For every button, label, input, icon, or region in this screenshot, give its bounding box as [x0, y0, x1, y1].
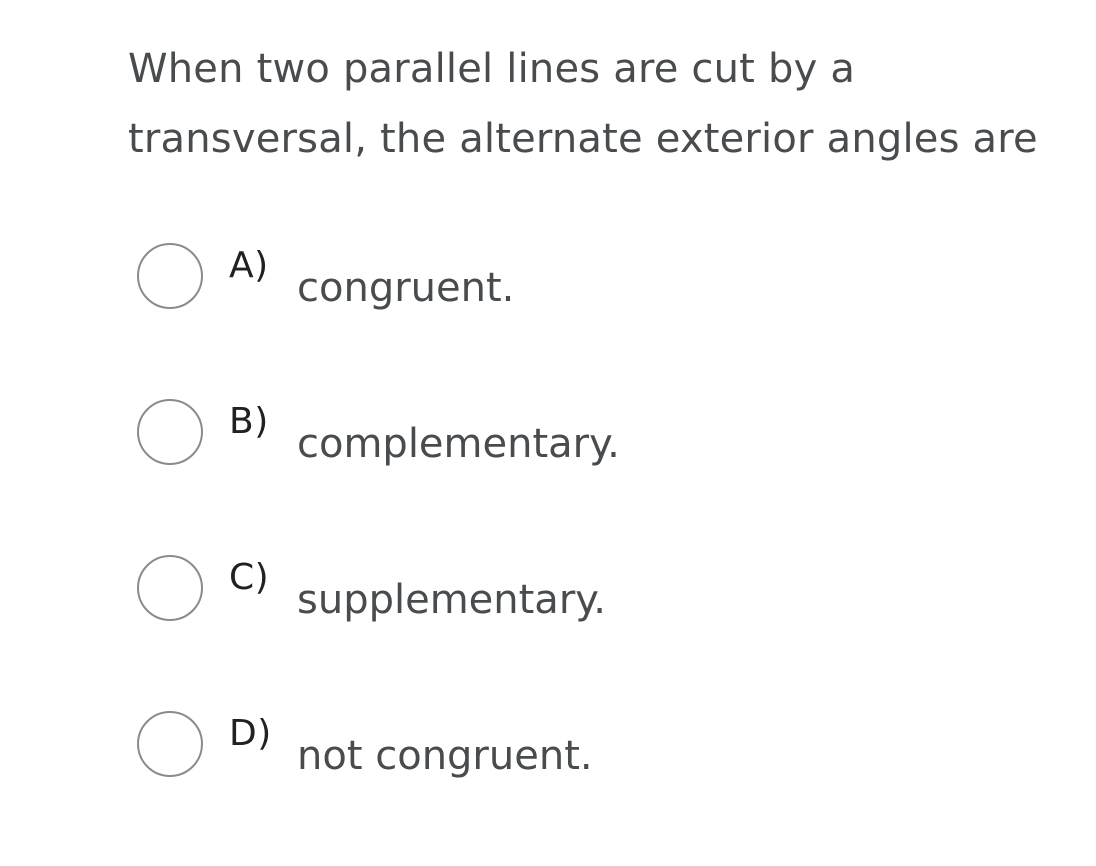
question-line-1: When two parallel lines are cut by a	[128, 46, 856, 92]
choice-letter-d: D)	[229, 713, 272, 754]
radio-button-a[interactable]	[137, 243, 203, 309]
choice-c[interactable]	[137, 555, 837, 635]
choice-a[interactable]	[137, 243, 837, 323]
choice-d[interactable]	[137, 711, 837, 791]
question-line-2: transversal, the alternate exterior angles are	[128, 116, 1038, 162]
choice-text-b: complementary.	[297, 421, 620, 467]
choice-text-a: congruent.	[297, 265, 515, 311]
choice-letter-a: A)	[229, 245, 269, 286]
question-text	[128, 34, 1088, 174]
radio-button-d[interactable]	[137, 711, 203, 777]
choice-text-d: not congruent.	[297, 733, 593, 779]
choice-letter-b: B)	[229, 401, 269, 442]
choice-text-c: supplementary.	[297, 577, 606, 623]
choice-letter-c: C)	[229, 557, 270, 598]
choice-b[interactable]	[137, 399, 837, 479]
radio-button-b[interactable]	[137, 399, 203, 465]
radio-button-c[interactable]	[137, 555, 203, 621]
